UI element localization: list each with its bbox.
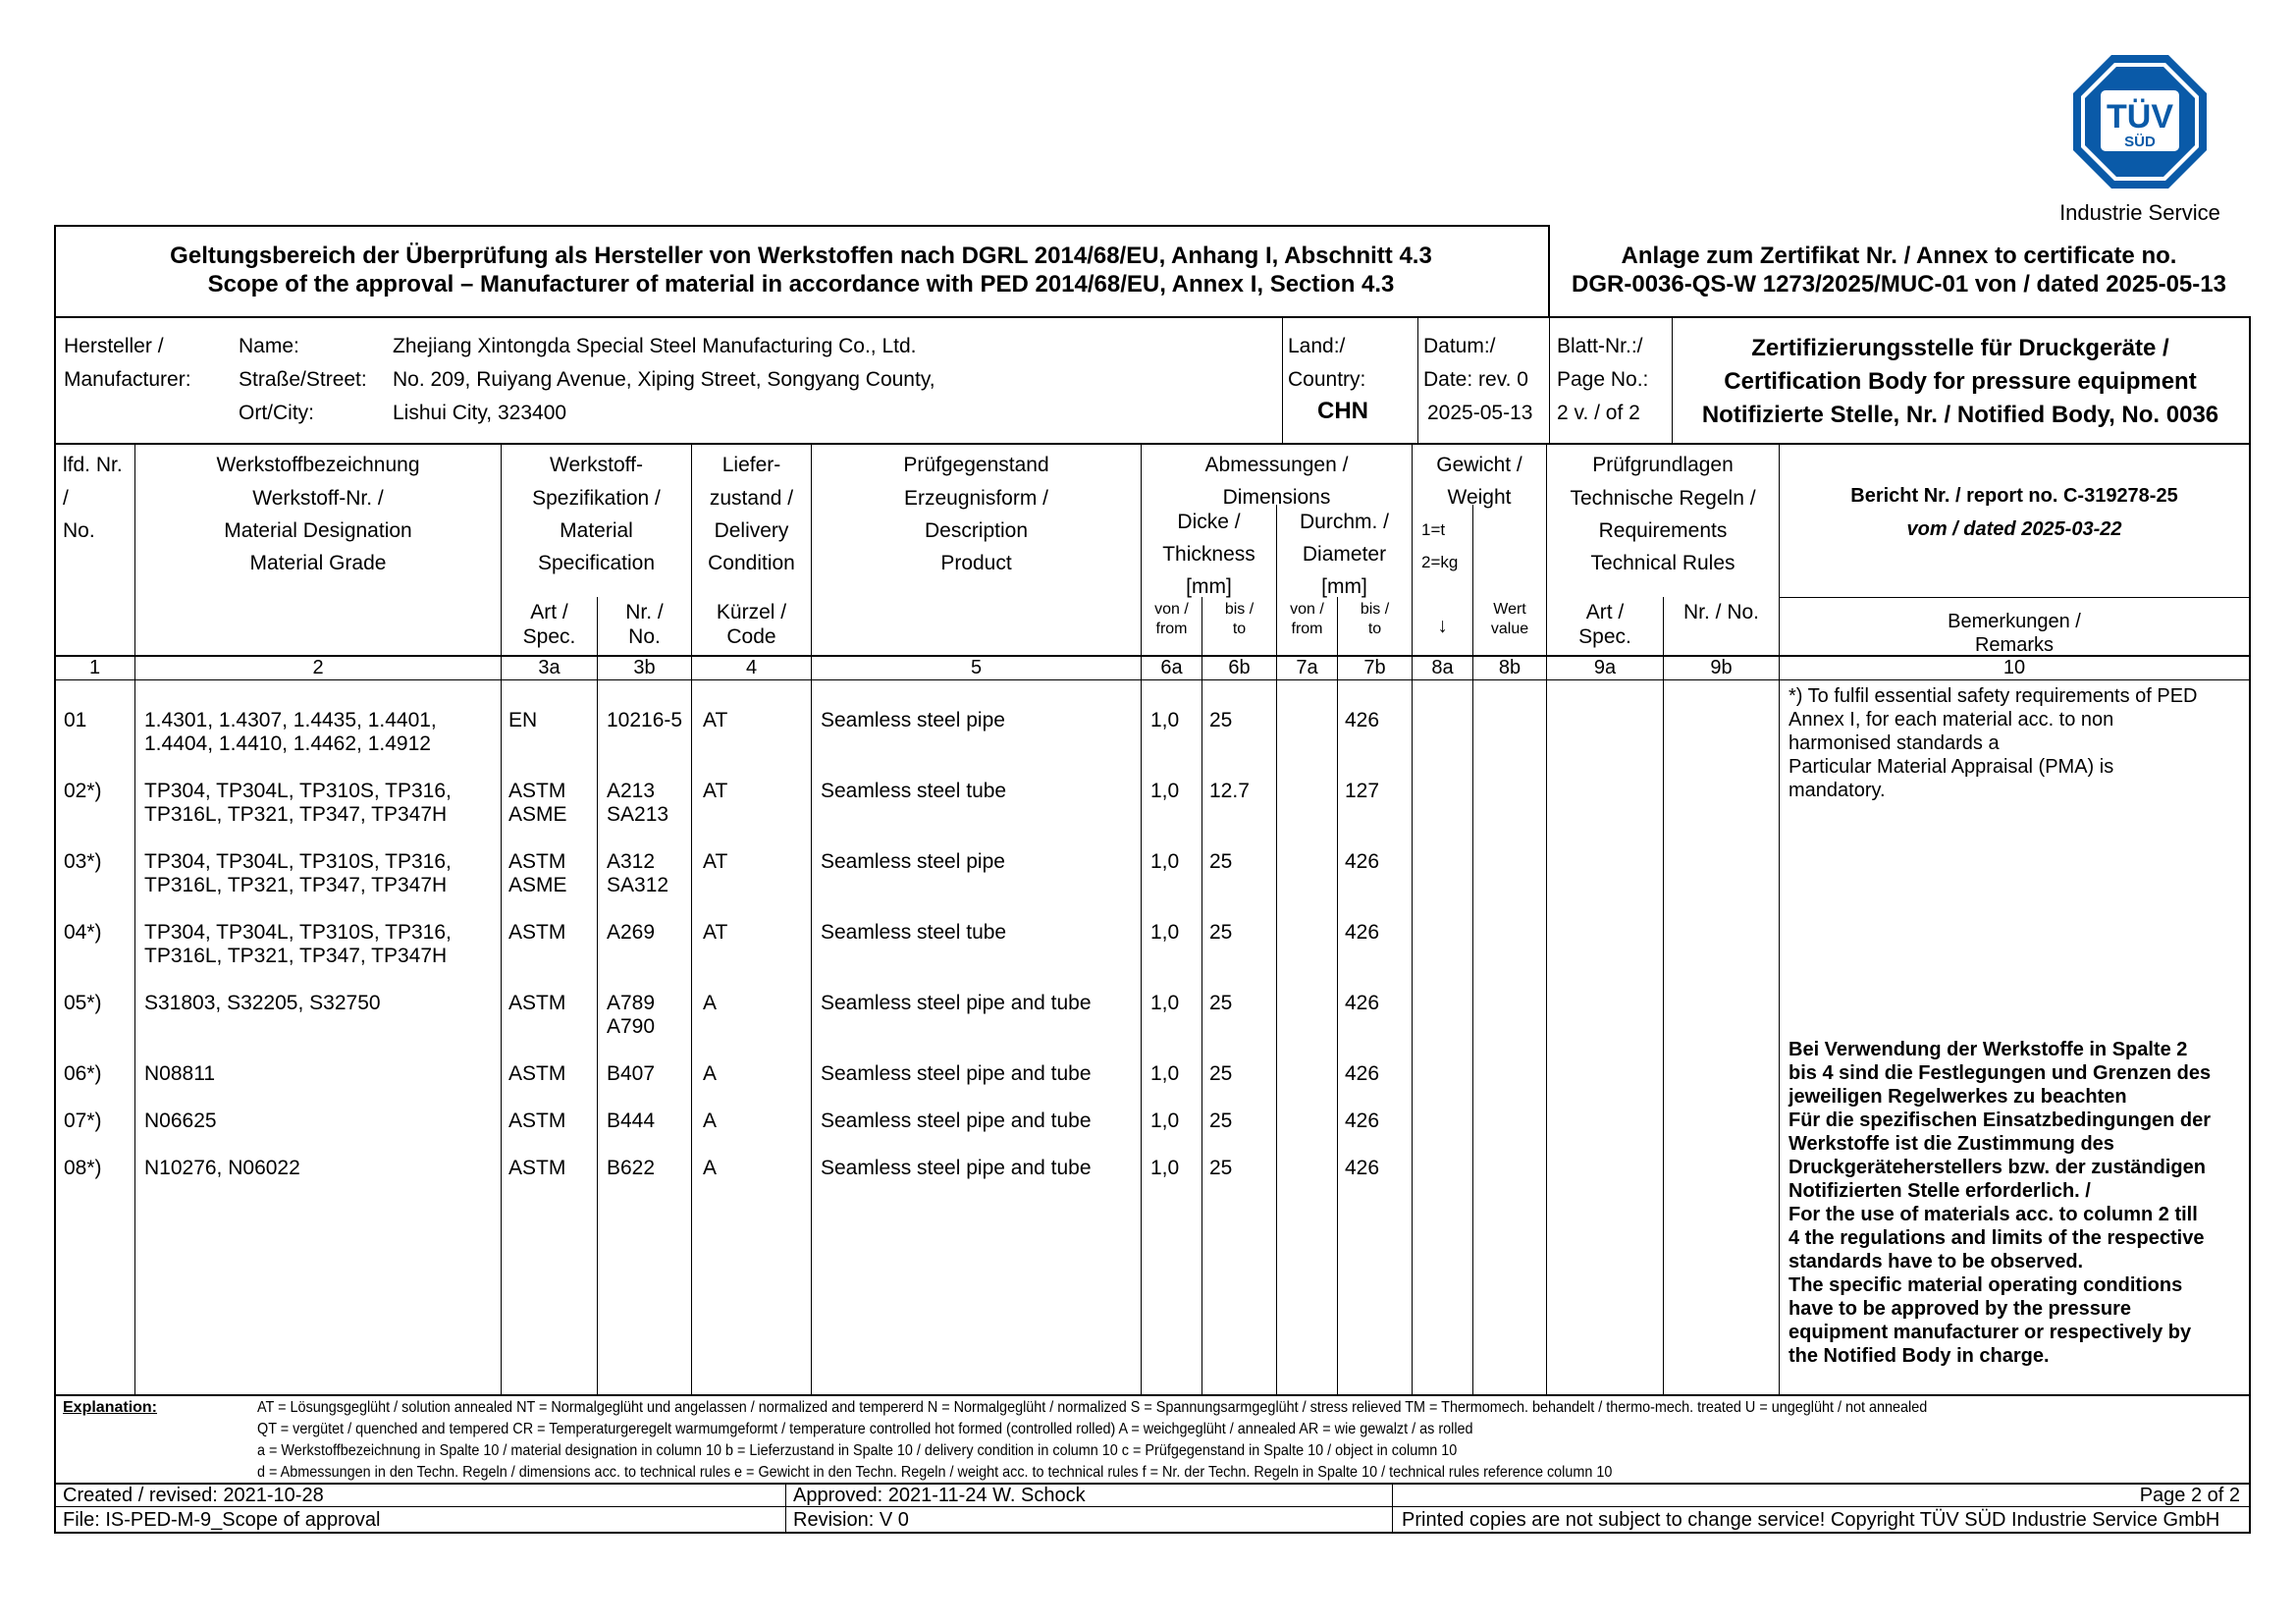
remark-bold-2: bis 4 sind die Festlegungen und Grenzen des (1789, 1062, 2212, 1084)
annex-line1: Anlage zum Zertifikat Nr. / Annex to certificate no. (1621, 243, 2177, 269)
row-04-no: 04*) (64, 921, 102, 944)
col4-head-4: Condition (708, 552, 795, 574)
remark-bold-13: equipment manufacturer or respectively by (1789, 1322, 2192, 1343)
remark-bold-6: Druckgeräteherstellers bzw. der zuständigen (1789, 1157, 2206, 1178)
manufacturer-label-de: Hersteller / (64, 335, 164, 357)
row-02-d-to: 127 (1345, 780, 1380, 802)
row-06-t-from: 1,0 (1150, 1062, 1180, 1085)
row-06-no: 06*) (64, 1062, 102, 1085)
colnum-1: 1 (88, 657, 101, 678)
explanation-line-1: AT = Lösungsgeglüht / solution annealed NT = Normalgeglüht und angelassen / normalized and tempererd N = Normalgeglüht / normalized S = Spannungsarmgeglüht / stress relieved TM = Thermomech. behandelt / thermo-mech. treated U = ungeglüht / not annealed (257, 1399, 1928, 1416)
thickness-head-1: Dicke / (1177, 511, 1241, 533)
col8b-head-1: Wert (1493, 601, 1526, 618)
row-07-t-from: 1,0 (1150, 1110, 1180, 1132)
col9-head-3: Requirements (1598, 519, 1728, 542)
col9-head-1: Prüfgrundlagen (1592, 454, 1734, 476)
row-03-no: 03*) (64, 850, 102, 873)
remark-bold-7: Notifizierten Stelle erforderlich. / (1789, 1180, 2091, 1202)
colnum-8b: 8b (1498, 657, 1522, 678)
row-03-t-from: 1,0 (1150, 850, 1180, 873)
col7b-to-2: to (1367, 621, 1382, 637)
col3-head-2: Spezifikation / (532, 487, 661, 510)
remark-pma-5: mandatory. (1789, 780, 1886, 801)
row-03-spec-1: ASTM (508, 850, 566, 873)
row-01-spec: EN (508, 709, 538, 731)
row-04-cond: AT (703, 921, 728, 944)
row-05-no: 05*) (64, 992, 102, 1014)
row-01-grade-1: 1.4301, 1.4307, 1.4435, 1.4401, (144, 709, 437, 731)
title-de: Geltungsbereich der Überprüfung als Hersteller von Werkstoffen nach DGRL 2014/68/EU, Anhang I, Abschnitt 4.3 (170, 243, 1432, 269)
remark-pma-3: harmonised standards a (1789, 732, 2000, 754)
col9-head-4: Technical Rules (1590, 552, 1735, 574)
row-03-grade-1: TP304, TP304L, TP310S, TP316, (144, 850, 452, 873)
row-03-d-to: 426 (1345, 850, 1380, 873)
footer-approved: Approved: 2021-11-24 W. Schock (793, 1485, 1086, 1506)
row-06-spec: ASTM (508, 1062, 566, 1085)
row-02-spec-1: ASTM (508, 780, 566, 802)
col5-head-4: Product (940, 552, 1012, 574)
row-01-d-to: 426 (1345, 709, 1380, 731)
colnum-4: 4 (745, 657, 758, 678)
explanation-label: Explanation: (63, 1399, 158, 1416)
col3-head-1: Werkstoff- (550, 454, 643, 476)
col2-head-2: Werkstoff-Nr. / (252, 487, 384, 510)
colnum-8a: 8a (1431, 657, 1454, 678)
row-08-no: 08*) (64, 1157, 102, 1179)
col10-head-1: Bemerkungen / (1948, 611, 2081, 632)
col5-head-1: Prüfgegenstand (903, 454, 1049, 476)
diameter-head-1: Durchm. / (1299, 511, 1389, 533)
row-07-no: 07*) (64, 1110, 102, 1132)
row-05-grade: S31803, S32205, S32750 (144, 992, 381, 1014)
row-02-t-from: 1,0 (1150, 780, 1180, 802)
country-value: CHN (1317, 398, 1368, 424)
row-05-spec: ASTM (508, 992, 566, 1014)
page-label-en: Page No.: (1557, 368, 1649, 391)
row-07-spec: ASTM (508, 1110, 566, 1132)
row-03-cond: AT (703, 850, 728, 873)
thickness-head-2: Thickness (1162, 543, 1255, 566)
col7a-from-2: from (1291, 621, 1323, 637)
col6-head-1: Abmessungen / (1204, 454, 1349, 476)
row-04-specno: A269 (607, 921, 656, 944)
report-dated: vom / dated 2025-03-22 (1906, 518, 2122, 540)
explanation-line-2: QT = vergütet / quenched and tempered CR = Temperaturgeregelt warmumgeformt / temperature controlled hot formed (controlled rolled) A = weichgeglüht / annealed AR = wie gewalzt / as rolled (257, 1421, 1473, 1437)
diameter-head-2: Diameter (1302, 543, 1387, 566)
page-value: 2 v. / of 2 (1557, 402, 1640, 424)
colnum-3b: 3b (633, 657, 656, 678)
row-04-t-from: 1,0 (1150, 921, 1180, 944)
col1-head-2: / (63, 487, 69, 510)
remark-bold-5: Werkstoffe ist die Zustimmung des (1789, 1133, 2114, 1155)
row-06-cond: A (703, 1062, 718, 1085)
col8-note-1: 1=t (1421, 520, 1446, 539)
row-01-cond: AT (703, 709, 728, 731)
col4-sub-2: Code (726, 625, 776, 648)
colnum-2: 2 (312, 657, 324, 678)
remark-bold-3: jeweiligen Regelwerkes zu beachten (1789, 1086, 2127, 1108)
country-label-en: Country: (1288, 368, 1366, 391)
row-06-t-to: 25 (1209, 1062, 1233, 1085)
row-02-grade-1: TP304, TP304L, TP310S, TP316, (144, 780, 452, 802)
row-01-no: 01 (64, 709, 87, 731)
col3-head-4: Specification (537, 552, 656, 574)
footer-page: Page 2 of 2 (2139, 1485, 2240, 1506)
col7a-from-1: von / (1290, 601, 1324, 618)
row-06-product: Seamless steel pipe and tube (821, 1062, 1092, 1085)
col9b-head: Nr. / No. (1682, 601, 1760, 623)
row-04-spec: ASTM (508, 921, 566, 944)
row-05-product: Seamless steel pipe and tube (821, 992, 1092, 1014)
row-03-spec-2: ASME (508, 874, 567, 896)
col2-head-1: Werkstoffbezeichnung (216, 454, 420, 476)
report-number: Bericht Nr. / report no. C-319278-25 (1850, 485, 2178, 507)
date-label-en: Date: rev. 0 (1423, 368, 1528, 391)
row-08-cond: A (703, 1157, 718, 1179)
remark-bold-12: have to be approved by the pressure (1789, 1298, 2131, 1320)
remark-bold-10: standards have to be observed. (1789, 1251, 2084, 1272)
row-04-grade-2: TP316L, TP321, TP347, TP347H (144, 945, 448, 967)
row-03-specno-1: A312 (607, 850, 656, 873)
col3a-head-2: Spec. (522, 625, 576, 648)
row-04-product: Seamless steel tube (821, 921, 1007, 944)
col6-head-2: Dimensions (1222, 486, 1331, 509)
remark-bold-9: 4 the regulations and limits of the respective (1789, 1227, 2205, 1249)
row-06-d-to: 426 (1345, 1062, 1380, 1085)
row-08-spec: ASTM (508, 1157, 566, 1179)
col6a-from-2: from (1155, 621, 1188, 637)
row-08-specno: B622 (607, 1157, 656, 1179)
col3b-head-2: No. (628, 625, 661, 648)
row-02-cond: AT (703, 780, 728, 802)
row-05-cond: A (703, 992, 718, 1014)
row-04-grade-1: TP304, TP304L, TP310S, TP316, (144, 921, 452, 944)
col1-head-3: No. (63, 519, 95, 542)
manufacturer-label-en: Manufacturer: (64, 368, 191, 391)
row-07-cond: A (703, 1110, 718, 1132)
row-02-product: Seamless steel tube (821, 780, 1007, 802)
row-02-specno-2: SA213 (607, 803, 669, 826)
col6a-from-1: von / (1154, 601, 1189, 618)
row-01-specno: 10216-5 (607, 709, 683, 731)
remark-pma-1: *) To fulfil essential safety requirements of PED (1789, 685, 2198, 707)
colnum-3a: 3a (538, 657, 561, 678)
date-label-de: Datum:/ (1423, 335, 1496, 357)
footer-revision: Revision: V 0 (793, 1509, 909, 1531)
row-04-t-to: 25 (1209, 921, 1233, 944)
notified-body-line2: Certification Body for pressure equipment (1724, 368, 2197, 395)
col8-head-2: Weight (1447, 486, 1512, 509)
col4-head-1: Liefer- (721, 454, 781, 476)
notified-body-line3: Notifizierte Stelle, Nr. / Notified Body, No. 0036 (1701, 402, 2219, 428)
diameter-head-3: [mm] (1321, 575, 1367, 598)
row-02-grade-2: TP316L, TP321, TP347, TP347H (144, 803, 448, 826)
col10-head-2: Remarks (1974, 634, 2054, 656)
row-02-no: 02*) (64, 780, 102, 802)
row-08-t-from: 1,0 (1150, 1157, 1180, 1179)
manufacturer-city: Lishui City, 323400 (393, 402, 567, 424)
tuv-sud-logo (2071, 53, 2209, 190)
colnum-9a: 9a (1593, 657, 1617, 678)
city-label: Ort/City: (239, 402, 314, 424)
remark-pma-4: Particular Material Appraisal (PMA) is (1789, 756, 2114, 778)
col8a-arrow: ↓ (1437, 615, 1448, 637)
explanation-line-3: a = Werkstoffbezeichnung in Spalte 10 / material designation in column 10 b = Lieferzustand in Spalte 10 / delivery condition in column 10 c = Prüfgegenstand in Spalte 10 / object in column 10 (257, 1442, 1458, 1459)
col3b-head-1: Nr. / (625, 601, 664, 623)
title-en: Scope of the approval – Manufacturer of material in accordance with PED 2014/68/EU, Annex I, Section 4.3 (207, 271, 1395, 298)
col3-head-3: Material (560, 519, 633, 542)
remark-bold-4: Für die spezifischen Einsatzbedingungen der (1789, 1110, 2212, 1131)
colnum-5: 5 (970, 657, 983, 678)
col3a-head-1: Art / (530, 601, 568, 623)
row-05-specno-1: A789 (607, 992, 656, 1014)
col8-head-1: Gewicht / (1436, 454, 1522, 476)
logo-sub: SÜD (2124, 134, 2156, 150)
explanation-line-4: d = Abmessungen in den Techn. Regeln / dimensions acc. to technical rules e = Gewicht in den Techn. Regeln / weight acc. to technical rules f = Nr. der Techn. Regeln in Spalte 10 / technical rules reference column 10 (257, 1464, 1613, 1481)
remark-bold-11: The specific material operating conditions (1789, 1274, 2183, 1296)
row-08-product: Seamless steel pipe and tube (821, 1157, 1092, 1179)
row-05-d-to: 426 (1345, 992, 1380, 1014)
annex-line2: DGR-0036-QS-W 1273/2025/MUC-01 von / dated 2025-05-13 (1572, 271, 2226, 298)
row-08-d-to: 426 (1345, 1157, 1380, 1179)
row-07-grade: N06625 (144, 1110, 217, 1132)
col4-sub-1: Kürzel / (716, 601, 787, 623)
row-01-grade-2: 1.4404, 1.4410, 1.4462, 1.4912 (144, 732, 431, 755)
row-07-product: Seamless steel pipe and tube (821, 1110, 1092, 1132)
remark-bold-14: the Notified Body in charge. (1789, 1345, 2050, 1367)
row-01-t-to: 25 (1209, 709, 1233, 731)
col9a-head-1: Art / (1585, 601, 1625, 623)
col6b-to-1: bis / (1224, 601, 1255, 618)
row-02-spec-2: ASME (508, 803, 567, 826)
col4-head-3: Delivery (714, 519, 789, 542)
row-01-product: Seamless steel pipe (821, 709, 1005, 731)
footer-file: File: IS-PED-M-9_Scope of approval (63, 1509, 381, 1531)
row-03-grade-2: TP316L, TP321, TP347, TP347H (144, 874, 448, 896)
row-04-d-to: 426 (1345, 921, 1380, 944)
manufacturer-name: Zhejiang Xintongda Special Steel Manufacturing Co., Ltd. (393, 335, 917, 357)
footer-copyright: Printed copies are not subject to change service! Copyright TÜV SÜD Industrie Service GmbH (1402, 1509, 2220, 1531)
row-01-t-from: 1,0 (1150, 709, 1180, 731)
row-02-t-to: 12.7 (1209, 780, 1250, 802)
row-06-specno: B407 (607, 1062, 656, 1085)
remark-bold-8: For the use of materials acc. to column 2 till (1789, 1204, 2198, 1225)
col2-head-4: Material Grade (249, 552, 387, 574)
row-05-specno-2: A790 (607, 1015, 656, 1038)
name-label: Name: (239, 335, 299, 357)
colnum-6a: 6a (1160, 657, 1183, 678)
col9a-head-2: Spec. (1578, 625, 1631, 648)
col5-head-3: Description (924, 519, 1029, 542)
col2-head-3: Material Designation (224, 519, 412, 542)
col8-note-2: 2=kg (1421, 553, 1459, 571)
colnum-7b: 7b (1363, 657, 1386, 678)
row-07-t-to: 25 (1209, 1110, 1233, 1132)
col1-head-1: lfd. Nr. (63, 454, 123, 476)
row-07-specno: B444 (607, 1110, 656, 1132)
colnum-9b: 9b (1710, 657, 1733, 678)
col7b-to-1: bis / (1360, 601, 1390, 618)
colnum-6b: 6b (1228, 657, 1251, 678)
thickness-head-3: [mm] (1186, 575, 1232, 598)
page-label-de: Blatt-Nr.:/ (1557, 335, 1643, 357)
remark-pma-2: Annex I, for each material acc. to non (1789, 709, 2114, 731)
row-05-t-to: 25 (1209, 992, 1233, 1014)
col9-head-2: Technische Regeln / (1570, 487, 1756, 510)
row-06-grade: N08811 (144, 1062, 216, 1085)
colnum-7a: 7a (1296, 657, 1318, 678)
col4-head-2: zustand / (709, 487, 794, 510)
row-07-d-to: 426 (1345, 1110, 1380, 1132)
row-03-t-to: 25 (1209, 850, 1233, 873)
row-03-specno-2: SA312 (607, 874, 669, 896)
logo-caption: Industrie Service (2059, 200, 2220, 225)
date-value: 2025-05-13 (1427, 402, 1533, 424)
notified-body-line1: Zertifizierungsstelle für Druckgeräte / (1751, 335, 2169, 361)
country-label-de: Land:/ (1288, 335, 1346, 357)
street-label: Straße/Street: (239, 368, 367, 391)
col8b-head-2: value (1490, 621, 1529, 637)
col6b-to-2: to (1232, 621, 1247, 637)
row-02-specno-1: A213 (607, 780, 656, 802)
col5-head-2: Erzeugnisform / (903, 487, 1049, 510)
row-08-grade: N10276, N06022 (144, 1157, 300, 1179)
footer-created: Created / revised: 2021-10-28 (63, 1485, 324, 1506)
row-05-t-from: 1,0 (1150, 992, 1180, 1014)
row-08-t-to: 25 (1209, 1157, 1233, 1179)
manufacturer-street: No. 209, Ruiyang Avenue, Xiping Street, Songyang County, (393, 368, 935, 391)
row-03-product: Seamless steel pipe (821, 850, 1005, 873)
logo-brand: TÜV (2107, 98, 2173, 135)
remark-bold-1: Bei Verwendung der Werkstoffe in Spalte 2 (1789, 1039, 2188, 1060)
colnum-10: 10 (2002, 657, 2026, 678)
